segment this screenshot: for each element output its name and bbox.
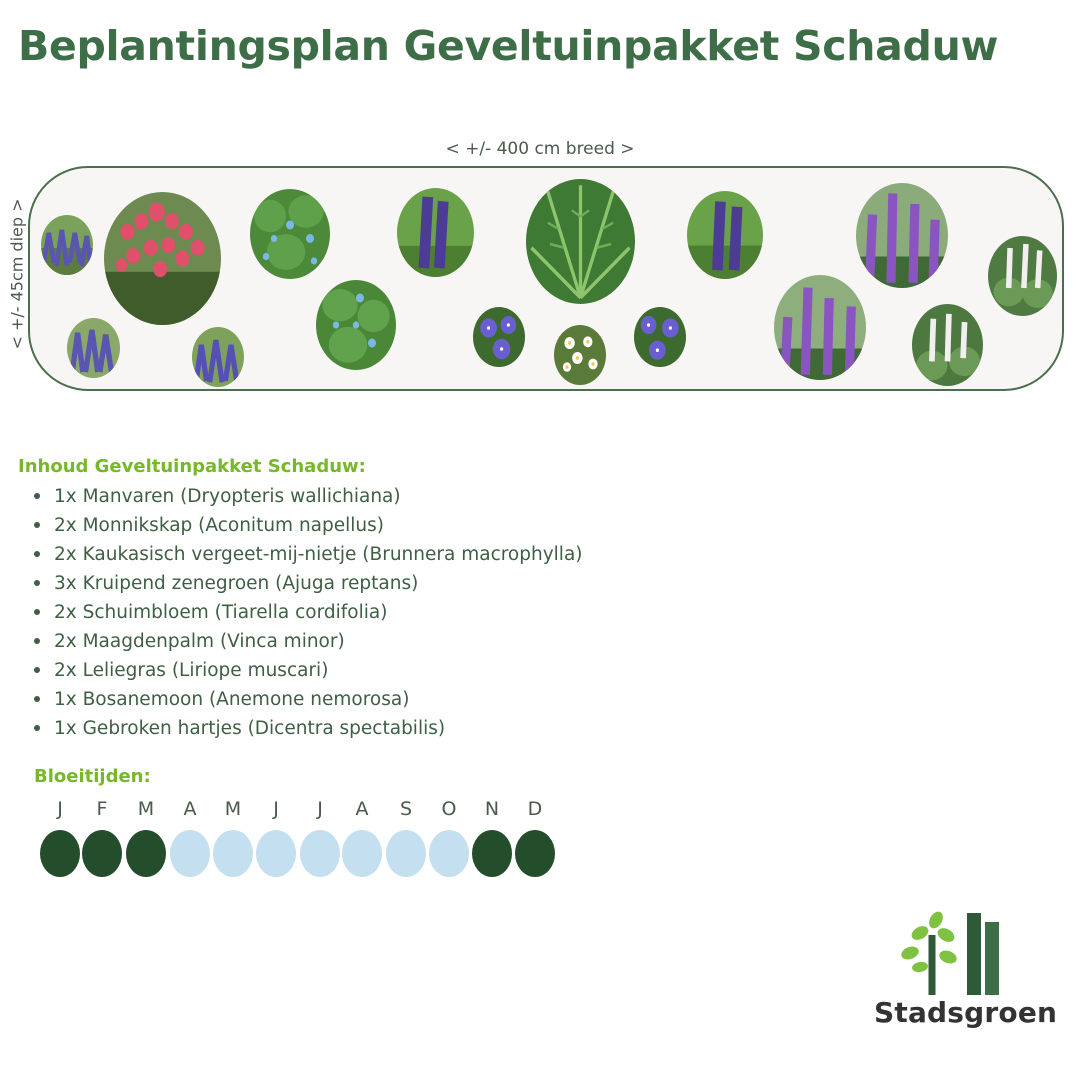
page-title: Beplantingsplan Geveltuinpakket Schaduw — [18, 22, 999, 70]
ajuga-image — [67, 318, 120, 378]
month-dot-not-in-bloom — [213, 830, 253, 877]
month-label: J — [317, 798, 323, 820]
month-label: J — [57, 798, 63, 820]
brunnera-image — [316, 280, 396, 370]
plant-list-item — [34, 511, 583, 540]
tiarella-image — [988, 236, 1057, 316]
month-label: N — [484, 798, 500, 820]
dicentra-image — [104, 192, 221, 325]
month-label: M — [137, 798, 155, 820]
plant-brunnera-2 — [316, 280, 396, 370]
logo-text: Stadsgroen — [874, 996, 1058, 1029]
plant-list-item — [34, 540, 583, 569]
plant-list-item — [34, 714, 583, 743]
plant-list-item-text: 2x Maagdenpalm (Vinca minor) — [54, 631, 345, 652]
plant-tiarella-2 — [912, 304, 983, 386]
plant-ajuga-2 — [67, 318, 120, 378]
month-dot-not-in-bloom — [256, 830, 296, 877]
month-label: O — [441, 798, 457, 820]
plant-tiarella-1 — [988, 236, 1057, 316]
month-label: A — [355, 798, 369, 820]
month-label: A — [183, 798, 197, 820]
month-label: S — [399, 798, 413, 820]
bullet-icon — [34, 609, 40, 615]
brunnera-image — [250, 189, 330, 279]
plant-list-item-text: 2x Monnikskap (Aconitum napellus) — [54, 515, 385, 536]
aconitum-image — [687, 191, 763, 279]
month-label: F — [96, 798, 108, 820]
plant-liriope-2 — [774, 275, 866, 380]
plant-list-item-text: 2x Schuimbloem (Tiarella cordifolia) — [54, 602, 388, 623]
bullet-icon — [34, 725, 40, 731]
plant-brunnera-1 — [250, 189, 330, 279]
plant-aconitum-2 — [687, 191, 763, 279]
ajuga-image — [41, 215, 93, 275]
plant-ajuga-3 — [192, 327, 244, 387]
month-dot-in-bloom — [126, 830, 166, 877]
month-dot-not-in-bloom — [300, 830, 340, 877]
contents-heading: Inhoud Geveltuinpakket Schaduw: — [18, 456, 366, 477]
plant-list-item-text: 1x Manvaren (Dryopteris wallichiana) — [54, 486, 401, 507]
bed-width-label: < +/- 400 cm breed > — [445, 139, 635, 159]
plant-aconitum-1 — [397, 188, 474, 277]
month-dot-in-bloom — [82, 830, 122, 877]
month-dot-not-in-bloom — [429, 830, 469, 877]
ajuga-image — [192, 327, 244, 387]
plant-vinca-1 — [473, 307, 525, 367]
month-dot-in-bloom — [515, 830, 555, 877]
plant-vinca-2 — [634, 307, 686, 367]
plant-list-item — [34, 482, 583, 511]
bed-depth-label: < +/- 45cm diep > — [7, 198, 27, 350]
liriope-image — [856, 183, 948, 288]
month-label: M — [224, 798, 242, 820]
plant-anemone — [554, 325, 606, 385]
anemone-image — [554, 325, 606, 385]
tiarella-image — [912, 304, 983, 386]
bullet-icon — [34, 493, 40, 499]
bullet-icon — [34, 638, 40, 644]
bloom-heading: Bloeitijden: — [34, 766, 151, 787]
plant-ajuga-1 — [41, 215, 93, 275]
month-label: D — [527, 798, 543, 820]
plant-list-item-text: 2x Leliegras (Liriope muscari) — [54, 660, 329, 681]
plant-liriope-1 — [856, 183, 948, 288]
month-dot-in-bloom — [472, 830, 512, 877]
bullet-icon — [34, 667, 40, 673]
plant-dicentra — [104, 192, 221, 325]
plant-list-item — [34, 627, 583, 656]
plant-list-item-text: 1x Gebroken hartjes (Dicentra spectabilis) — [54, 718, 446, 739]
bullet-icon — [34, 522, 40, 528]
liriope-image — [774, 275, 866, 380]
month-dot-in-bloom — [40, 830, 80, 877]
plant-dryopteris — [526, 179, 635, 304]
month-dot-not-in-bloom — [170, 830, 210, 877]
plant-list-item-text: 1x Bosanemoon (Anemone nemorosa) — [54, 689, 410, 710]
month-dot-not-in-bloom — [342, 830, 382, 877]
aconitum-image — [397, 188, 474, 277]
plant-list-item — [34, 598, 583, 627]
plant-list-item — [34, 569, 583, 598]
month-dot-not-in-bloom — [386, 830, 426, 877]
vinca-image — [473, 307, 525, 367]
bullet-icon — [34, 551, 40, 557]
plant-list-item — [34, 685, 583, 714]
plant-list-item-text: 2x Kaukasisch vergeet-mij-nietje (Brunnera macrophylla) — [54, 544, 583, 565]
fern-image — [526, 179, 635, 304]
bullet-icon — [34, 580, 40, 586]
plant-list-item-text: 3x Kruipend zenegroen (Ajuga reptans) — [54, 573, 419, 594]
plant-list — [34, 482, 583, 743]
month-label: J — [273, 798, 279, 820]
bullet-icon — [34, 696, 40, 702]
plant-list-item — [34, 656, 583, 685]
vinca-image — [634, 307, 686, 367]
